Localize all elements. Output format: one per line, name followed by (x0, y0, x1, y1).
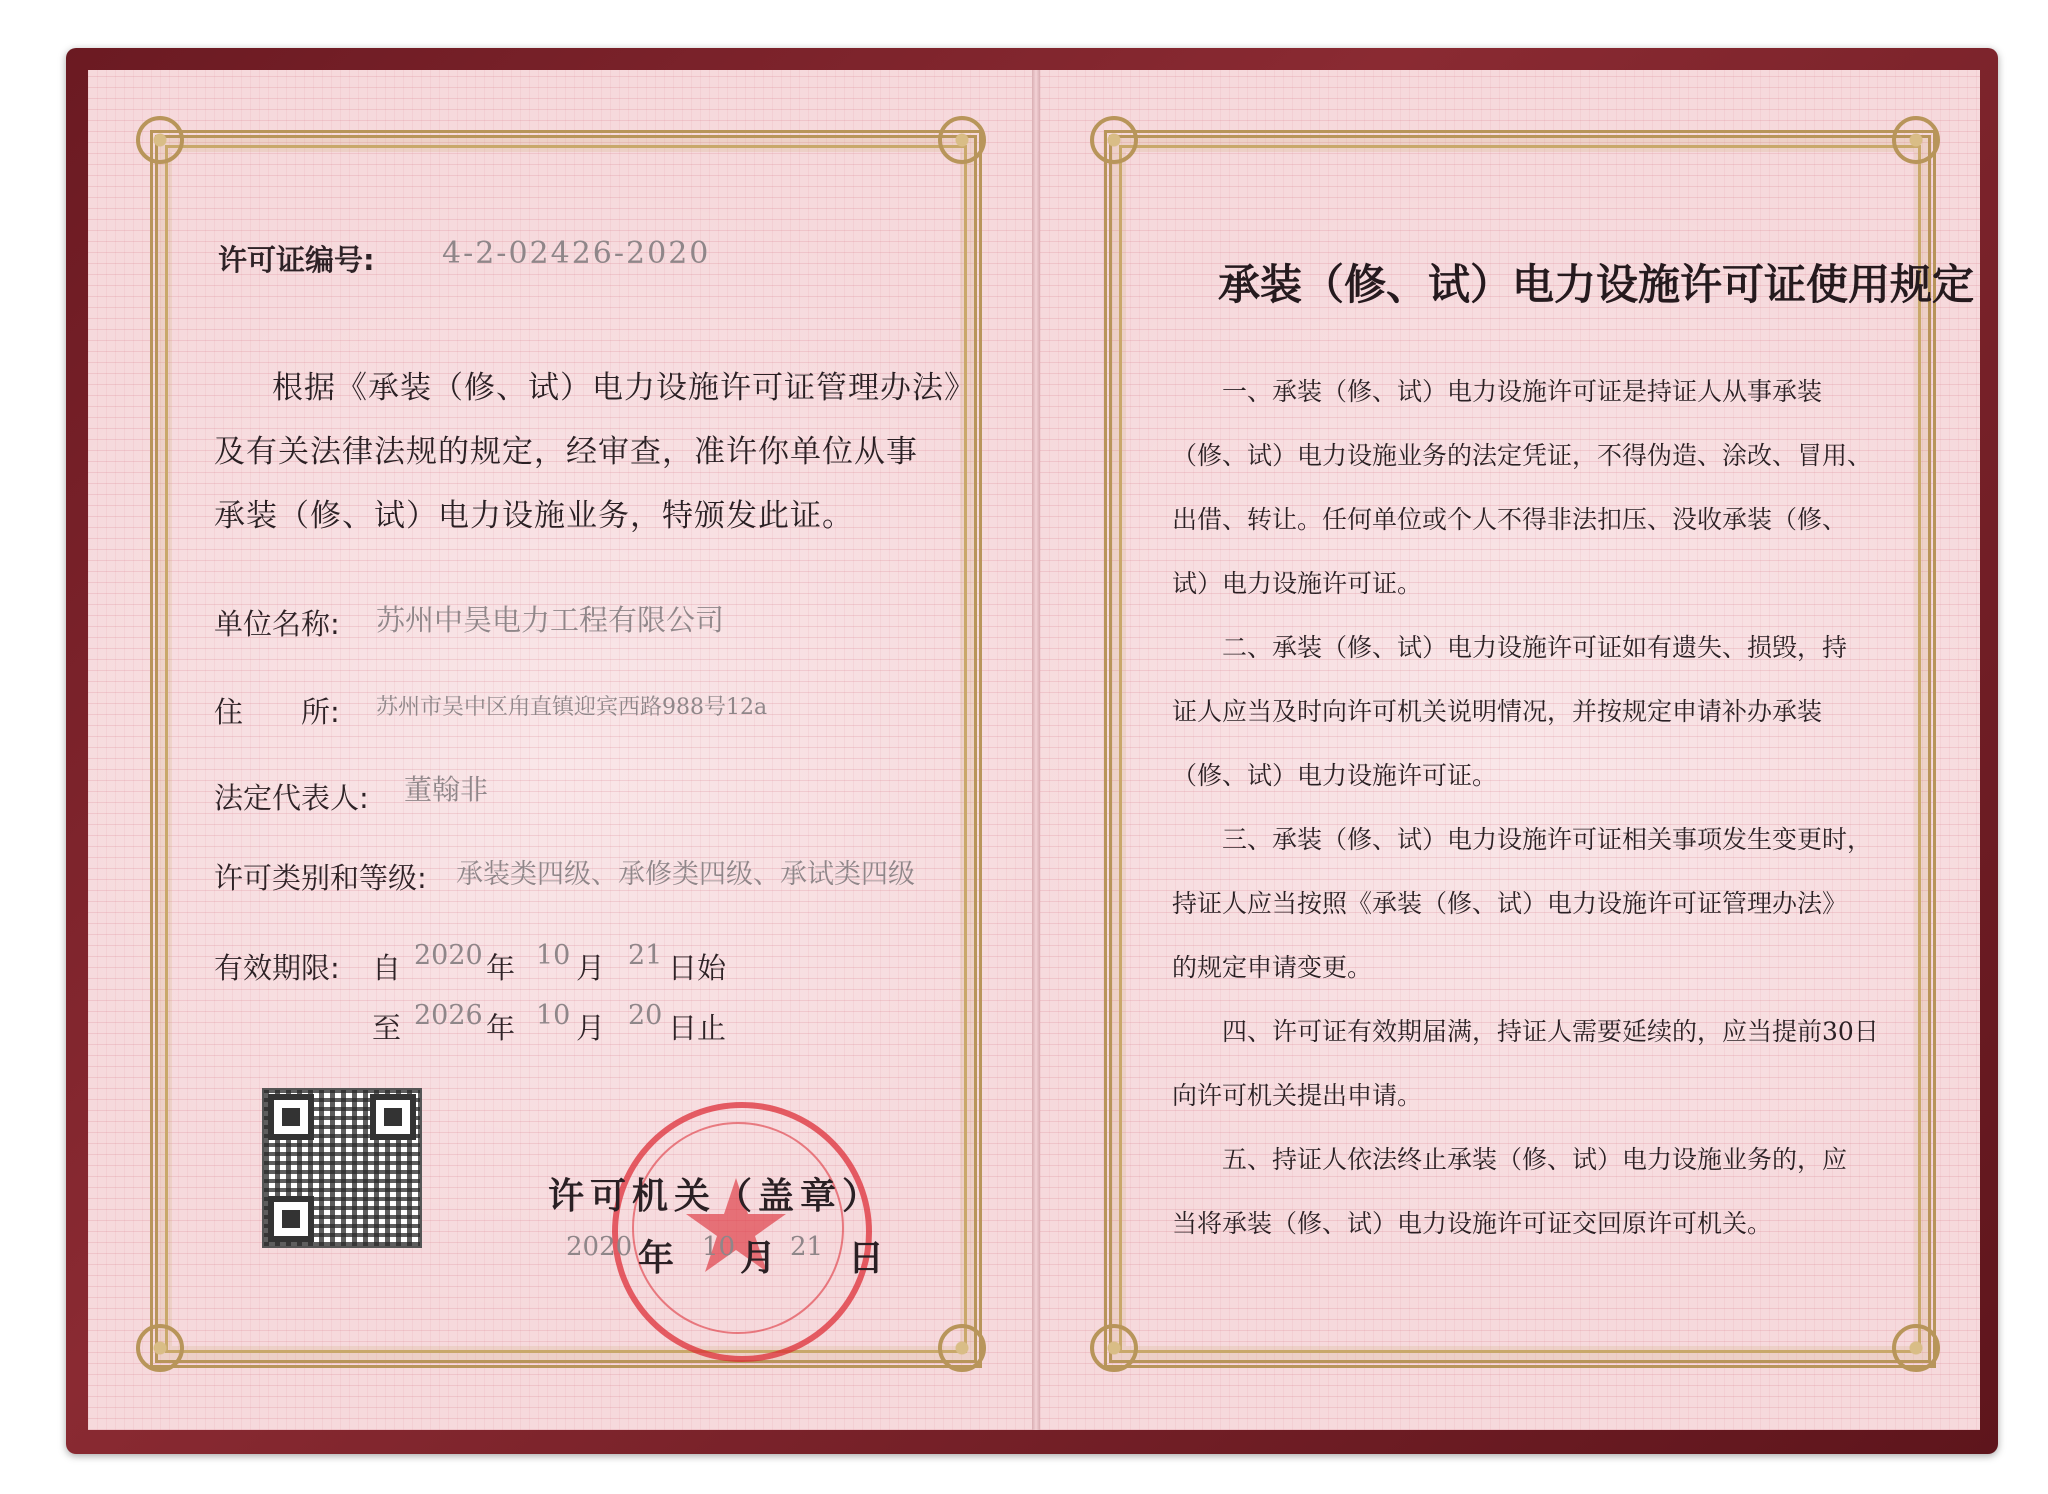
company-name-value: 苏州中昊电力工程有限公司 (376, 603, 725, 637)
seal-star-icon (618, 1108, 854, 1344)
validity-to-suffix: 日止 (668, 1011, 727, 1045)
intro-line-3: 承装（修、试）电力设施业务，特颁发此证。 (214, 498, 854, 534)
license-number-value: 4-2-02426-2020 (442, 236, 711, 271)
qr-finder-icon (268, 1196, 314, 1242)
rule-line: 出借、转让。任何单位或个人不得非法扣压、没收承装（修、 (1172, 505, 1848, 534)
border-corner-ornament (1892, 1324, 1940, 1372)
rule-line: （修、试）电力设施业务的法定凭证，不得伪造、涂改、冒用、 (1172, 441, 1873, 470)
right-ornamental-border (1104, 130, 1936, 1368)
rule-line: 当将承装（修、试）电力设施许可证交回原许可机关。 (1172, 1209, 1773, 1238)
border-corner-ornament (1892, 116, 1940, 164)
license-category-value: 承装类四级、承修类四级、承试类四级 (456, 859, 915, 890)
validity-from-suffix: 日始 (668, 951, 727, 985)
validity-from-year: 2020 (414, 940, 483, 971)
issue-date-year: 2020 (566, 1232, 633, 1262)
border-corner-ornament (938, 116, 986, 164)
qr-finder-icon (268, 1094, 314, 1140)
rule-line: 的规定申请变更。 (1172, 953, 1373, 982)
company-name-label: 单位名称: (214, 607, 340, 641)
month-char: 月 (576, 1011, 606, 1045)
issue-date-month: 10 (702, 1232, 736, 1262)
issue-year-char: 年 (638, 1238, 675, 1279)
rule-line: 二、承装（修、试）电力设施许可证如有遗失、损毁，持 (1222, 633, 1848, 662)
rule-line: （修、试）电力设施许可证。 (1172, 761, 1498, 790)
issuing-authority-label: 许可机关（盖章） (548, 1176, 885, 1217)
rule-line: 证人应当及时向许可机关说明情况，并按规定申请补办承装 (1172, 697, 1823, 726)
address-label: 住 所: (214, 695, 340, 729)
validity-from-word: 自 (372, 951, 402, 985)
intro-line-1: 根据《承装（修、试）电力设施许可证管理办法》 (272, 370, 976, 406)
year-char: 年 (486, 1011, 516, 1045)
border-corner-ornament (136, 116, 184, 164)
issue-day-char: 日 (848, 1238, 885, 1279)
validity-to-day: 20 (628, 1000, 663, 1031)
border-corner-ornament (136, 1324, 184, 1372)
issue-date-day: 21 (790, 1232, 824, 1262)
validity-label: 有效期限: (214, 951, 340, 985)
license-number-label: 许可证编号: (218, 243, 375, 277)
license-category-label: 许可类别和等级: (214, 861, 427, 895)
month-char: 月 (576, 951, 606, 985)
rule-line: 四、许可证有效期届满，持证人需要延续的，应当提前30日 (1222, 1017, 1879, 1046)
book-spine (1032, 70, 1040, 1430)
rules-title: 承装（修、试）电力设施许可证使用规定 (1218, 260, 1975, 309)
border-corner-ornament (1090, 116, 1138, 164)
qr-code (262, 1088, 422, 1248)
rule-line: 向许可机关提出申请。 (1172, 1081, 1423, 1110)
intro-line-2: 及有关法律法规的规定，经审查，准许你单位从事 (214, 434, 918, 470)
legal-representative-label: 法定代表人: (214, 781, 369, 815)
validity-to-word: 至 (372, 1011, 402, 1045)
issue-month-char: 月 (740, 1238, 777, 1279)
qr-finder-icon (370, 1094, 416, 1140)
border-corner-ornament (1090, 1324, 1138, 1372)
rule-line: 五、持证人依法终止承装（修、试）电力设施业务的，应 (1222, 1145, 1848, 1174)
border-corner-ornament (938, 1324, 986, 1372)
rule-line: 试）电力设施许可证。 (1172, 569, 1423, 598)
address-value: 苏州市吴中区甪直镇迎宾西路988号12a (376, 695, 768, 720)
rule-line: 持证人应当按照《承装（修、试）电力设施许可证管理办法》 (1172, 889, 1848, 918)
rule-line: 一、承装（修、试）电力设施许可证是持证人从事承装 (1222, 377, 1823, 406)
legal-representative-value: 董翰非 (404, 773, 489, 806)
validity-from-day: 21 (628, 940, 663, 971)
validity-to-year: 2026 (414, 1000, 483, 1031)
validity-from-month: 10 (536, 940, 571, 971)
validity-to-month: 10 (536, 1000, 571, 1031)
rule-line: 三、承装（修、试）电力设施许可证相关事项发生变更时， (1222, 825, 1873, 854)
year-char: 年 (486, 951, 516, 985)
